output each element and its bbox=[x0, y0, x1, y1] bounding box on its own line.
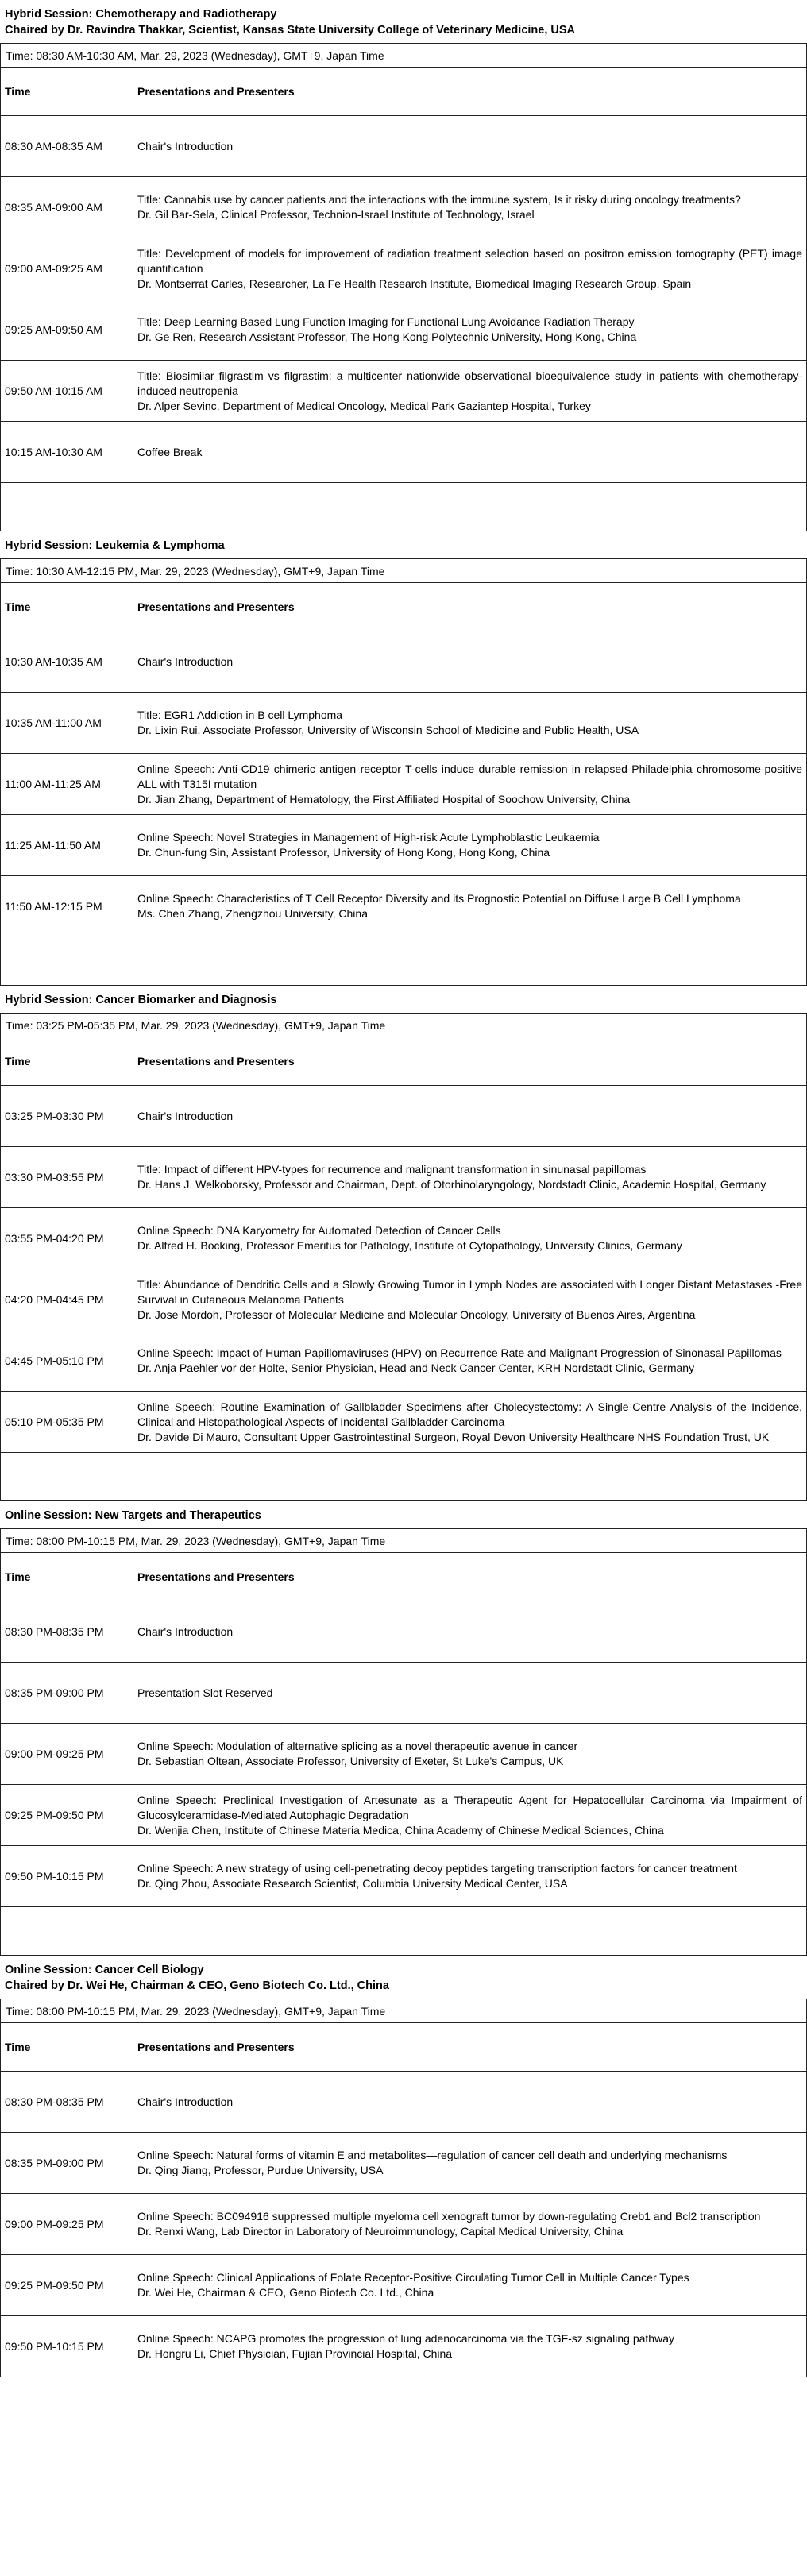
table-header-row bbox=[1, 1553, 807, 1601]
talk-title: Online Speech: Anti-CD19 chimeric antigen receptor T-cells induce durable remission in relapsed Philadelphia chromosome-positive ALL with T315I mutation bbox=[137, 762, 802, 790]
slot-description bbox=[133, 2255, 807, 2316]
header-presentations: Presentations and Presenters bbox=[133, 1037, 807, 1086]
slot-description bbox=[133, 876, 807, 937]
session-chair: Chaired by Dr. Wei He, Chairman & CEO, Geno Biotech Co. Ltd., China bbox=[5, 1979, 389, 1992]
header-time: Time bbox=[1, 2023, 133, 2072]
talk-title: Online Speech: Novel Strategies in Management of High-risk Acute Lymphoblastic Leukaemia bbox=[137, 831, 600, 844]
talk-title: Chair's Introduction bbox=[137, 139, 234, 153]
slot-time: 10:30 AM-10:35 AM bbox=[1, 631, 133, 693]
talk-title: Online Speech: DNA Karyometry for Automated Detection of Cancer Cells bbox=[137, 1224, 501, 1237]
slot-description bbox=[133, 422, 807, 483]
header-presentations: Presentations and Presenters bbox=[133, 583, 807, 631]
talk-title: Online Speech: Modulation of alternative splicing as a novel therapeutic avenue in cancer bbox=[137, 1740, 578, 1752]
slot-description bbox=[133, 631, 807, 693]
table-row bbox=[1, 1086, 807, 1147]
table-row bbox=[1, 876, 807, 937]
slot-description bbox=[133, 238, 807, 299]
presenter: Dr. Montserrat Carles, Researcher, La Fe Health Research Institute, Biomedical Imaging Research Group, Spain bbox=[137, 276, 692, 290]
slot-time: 04:20 PM-04:45 PM bbox=[1, 1269, 133, 1330]
presenter: Dr. Sebastian Oltean, Associate Professor, University of Exeter, St Luke's Campus, UK bbox=[137, 1755, 564, 1767]
header-time: Time bbox=[1, 1553, 133, 1601]
slot-time: 08:35 PM-09:00 PM bbox=[1, 2133, 133, 2194]
table-row bbox=[1, 693, 807, 754]
slot-time: 09:25 PM-09:50 PM bbox=[1, 2255, 133, 2316]
slot-time: 09:50 PM-10:15 PM bbox=[1, 1846, 133, 1907]
slot-time: 09:50 AM-10:15 AM bbox=[1, 361, 133, 422]
slot-time: 11:25 AM-11:50 AM bbox=[1, 815, 133, 876]
slot-time: 09:00 PM-09:25 PM bbox=[1, 2194, 133, 2255]
table-row bbox=[1, 1208, 807, 1269]
session-name: Hybrid Session: Cancer Biomarker and Diagnosis bbox=[5, 994, 277, 1006]
slot-description bbox=[133, 1330, 807, 1392]
slot-description bbox=[133, 1601, 807, 1663]
presenter: Dr. Alfred H. Bocking, Professor Emeritus for Pathology, Institute of Cytopathology, University Clinics, Germany bbox=[137, 1239, 682, 1252]
session-title bbox=[0, 1501, 807, 1528]
slot-time: 09:25 PM-09:50 PM bbox=[1, 1785, 133, 1846]
talk-title: Coffee Break bbox=[137, 445, 203, 458]
presenter: Dr. Wenjia Chen, Institute of Chinese Materia Medica, China Academy of Chinese Medical Sciences, China bbox=[137, 1823, 664, 1836]
slot-time: 09:25 AM-09:50 AM bbox=[1, 299, 133, 361]
session-block bbox=[0, 531, 807, 986]
talk-title: Online Speech: Impact of Human Papillomaviruses (HPV) on Recurrence Rate and Malignant Progression of Sinonasal Papillomas bbox=[137, 1346, 782, 1359]
slot-description bbox=[133, 2133, 807, 2194]
table-header-row bbox=[1, 583, 807, 631]
talk-title: Chair's Introduction bbox=[137, 2095, 234, 2108]
session-name: Hybrid Session: Leukemia & Lymphoma bbox=[5, 539, 225, 552]
table-row bbox=[1, 1330, 807, 1392]
presenter: Dr. Hongru Li, Chief Physician, Fujian Provincial Hospital, China bbox=[137, 2347, 453, 2360]
talk-title: Online Speech: BC094916 suppressed multiple myeloma cell xenograft tumor by down-regulating Creb1 and Bcl2 transcription bbox=[137, 2210, 761, 2223]
presenter: Dr. Davide Di Mauro, Consultant Upper Gastrointestinal Surgeon, Royal Devon University Healthcare NHS Foundation Trust, UK bbox=[137, 1430, 770, 1443]
talk-title: Presentation Slot Reserved bbox=[137, 1686, 273, 1699]
session-block bbox=[0, 1956, 807, 2377]
talk-title: Online Speech: Routine Examination of Gallbladder Specimens after Cholecystectomy: A Single-Centre Analysis of the Incidence, Clinical and Histopathological Aspects of Incidental Gallbladder Carcinoma bbox=[137, 1400, 802, 1428]
schedule-table bbox=[0, 67, 807, 483]
slot-time: 11:00 AM-11:25 AM bbox=[1, 754, 133, 815]
session-time: Time: 08:00 PM-10:15 PM, Mar. 29, 2023 (Wednesday), GMT+9, Japan Time bbox=[0, 1999, 807, 2022]
table-row bbox=[1, 1269, 807, 1330]
talk-title: Title: Cannabis use by cancer patients and the interactions with the immune system, Is it risky during oncology treatments? bbox=[137, 193, 741, 206]
slot-time: 03:55 PM-04:20 PM bbox=[1, 1208, 133, 1269]
table-row bbox=[1, 2316, 807, 2377]
session-title bbox=[0, 0, 807, 43]
presenter: Ms. Chen Zhang, Zhengzhou University, China bbox=[137, 907, 368, 920]
table-row bbox=[1, 116, 807, 177]
schedule-table bbox=[0, 1552, 807, 1907]
header-time: Time bbox=[1, 583, 133, 631]
schedule-table bbox=[0, 582, 807, 937]
slot-time: 03:30 PM-03:55 PM bbox=[1, 1147, 133, 1208]
table-row bbox=[1, 422, 807, 483]
slot-description bbox=[133, 1785, 807, 1846]
table-row bbox=[1, 2133, 807, 2194]
talk-title: Title: Biosimilar filgrastim vs filgrastim: a multicenter nationwide observational bioequivalence study in patients with chemotherapy-induced neutropenia bbox=[137, 369, 802, 397]
slot-time: 08:30 PM-08:35 PM bbox=[1, 2072, 133, 2133]
talk-title: Online Speech: Preclinical Investigation of Artesunate as a Therapeutic Agent for Hepatocellular Carcinoma via Impairment of Glucosylceramidase-Mediated Autophagic Degradation bbox=[137, 1793, 802, 1821]
presenter: Dr. Ge Ren, Research Assistant Professor, The Hong Kong Polytechnic University, Hong Kong, China bbox=[137, 330, 637, 343]
table-header-row bbox=[1, 68, 807, 116]
header-presentations: Presentations and Presenters bbox=[133, 68, 807, 116]
slot-time: 10:35 AM-11:00 AM bbox=[1, 693, 133, 754]
table-header-row bbox=[1, 1037, 807, 1086]
slot-description bbox=[133, 361, 807, 422]
session-time: Time: 10:30 AM-12:15 PM, Mar. 29, 2023 (Wednesday), GMT+9, Japan Time bbox=[0, 558, 807, 582]
slot-description bbox=[133, 299, 807, 361]
session-time: Time: 08:00 PM-10:15 PM, Mar. 29, 2023 (Wednesday), GMT+9, Japan Time bbox=[0, 1528, 807, 1552]
talk-title: Online Speech: NCAPG promotes the progression of lung adenocarcinoma via the TGF-sz signaling pathway bbox=[137, 2332, 674, 2345]
slot-description bbox=[133, 1846, 807, 1907]
slot-description bbox=[133, 1147, 807, 1208]
talk-title: Online Speech: Characteristics of T Cell Receptor Diversity and its Prognostic Potential on Diffuse Large B Cell Lymphoma bbox=[137, 892, 741, 905]
header-time: Time bbox=[1, 1037, 133, 1086]
slot-description bbox=[133, 815, 807, 876]
session-time: Time: 08:30 AM-10:30 AM, Mar. 29, 2023 (Wednesday), GMT+9, Japan Time bbox=[0, 43, 807, 67]
talk-title: Title: Deep Learning Based Lung Function Imaging for Functional Lung Avoidance Radiation Therapy bbox=[137, 315, 635, 328]
table-row bbox=[1, 2072, 807, 2133]
session-time: Time: 03:25 PM-05:35 PM, Mar. 29, 2023 (Wednesday), GMT+9, Japan Time bbox=[0, 1013, 807, 1037]
table-row bbox=[1, 1663, 807, 1724]
presenter: Dr. Gil Bar-Sela, Clinical Professor, Technion-Israel Institute of Technology, Israel bbox=[137, 208, 535, 221]
talk-title: Title: Abundance of Dendritic Cells and a Slowly Growing Tumor in Lymph Nodes are associated with Longer Distant Metastases -Free Survival in Cutaneous Melanoma Patients bbox=[137, 1277, 802, 1306]
header-presentations: Presentations and Presenters bbox=[133, 2023, 807, 2072]
presenter: Dr. Qing Jiang, Professor, Purdue University, USA bbox=[137, 2164, 384, 2176]
session-spacer bbox=[0, 1907, 807, 1956]
presenter: Dr. Anja Paehler vor der Holte, Senior Physician, Head and Neck Cancer Center, KRH Nordstadt Clinic, Germany bbox=[137, 1361, 695, 1374]
table-row bbox=[1, 177, 807, 238]
slot-time: 11:50 AM-12:15 PM bbox=[1, 876, 133, 937]
slot-time: 08:30 PM-08:35 PM bbox=[1, 1601, 133, 1663]
slot-time: 08:30 AM-08:35 AM bbox=[1, 116, 133, 177]
session-title bbox=[0, 1956, 807, 1999]
table-row bbox=[1, 1601, 807, 1663]
session-title bbox=[0, 531, 807, 558]
table-row bbox=[1, 631, 807, 693]
table-row bbox=[1, 299, 807, 361]
table-row bbox=[1, 1846, 807, 1907]
slot-time: 09:00 AM-09:25 AM bbox=[1, 238, 133, 299]
slot-description bbox=[133, 1086, 807, 1147]
slot-description bbox=[133, 2194, 807, 2255]
presenter: Dr. Hans J. Welkoborsky, Professor and Chairman, Dept. of Otorhinolaryngology, Nordstadt Clinic, Academic Hospital, Germany bbox=[137, 1178, 766, 1191]
session-block bbox=[0, 1501, 807, 1956]
session-block bbox=[0, 0, 807, 531]
slot-time: 04:45 PM-05:10 PM bbox=[1, 1330, 133, 1392]
talk-title: Chair's Introduction bbox=[137, 1624, 234, 1638]
slot-description bbox=[133, 754, 807, 815]
session-name: Online Session: Cancer Cell Biology bbox=[5, 1964, 204, 1976]
slot-description bbox=[133, 1269, 807, 1330]
session-spacer bbox=[0, 483, 807, 531]
slot-description bbox=[133, 693, 807, 754]
slot-time: 08:35 PM-09:00 PM bbox=[1, 1663, 133, 1724]
presenter: Dr. Alper Sevinc, Department of Medical Oncology, Medical Park Gaziantep Hospital, Turkey bbox=[137, 399, 591, 412]
talk-title: Online Speech: Clinical Applications of Folate Receptor-Positive Circulating Tumor Cell in Multiple Cancer Types bbox=[137, 2271, 689, 2284]
slot-time: 03:25 PM-03:30 PM bbox=[1, 1086, 133, 1147]
session-spacer bbox=[0, 1453, 807, 1501]
presenter: Dr. Chun-fung Sin, Assistant Professor, University of Hong Kong, Hong Kong, China bbox=[137, 846, 550, 859]
presenter: Dr. Jose Mordoh, Professor of Molecular Medicine and Molecular Oncology, University of Buenos Aires, Argentina bbox=[137, 1307, 696, 1321]
talk-title: Title: Development of models for improvement of radiation treatment selection based on positron emission tomography (PET) image quantification bbox=[137, 246, 802, 275]
table-row bbox=[1, 1392, 807, 1453]
table-row bbox=[1, 754, 807, 815]
slot-description bbox=[133, 1208, 807, 1269]
table-row bbox=[1, 2255, 807, 2316]
session-name: Hybrid Session: Chemotherapy and Radiotherapy bbox=[5, 8, 277, 21]
session-spacer bbox=[0, 937, 807, 986]
slot-description bbox=[133, 1392, 807, 1453]
slot-time: 09:50 PM-10:15 PM bbox=[1, 2316, 133, 2377]
talk-title: Chair's Introduction bbox=[137, 655, 234, 668]
slot-time: 05:10 PM-05:35 PM bbox=[1, 1392, 133, 1453]
talk-title: Online Speech: A new strategy of using cell-penetrating decoy peptides targeting transcription factors for cancer treatment bbox=[137, 1862, 737, 1875]
session-block bbox=[0, 986, 807, 1501]
table-row bbox=[1, 238, 807, 299]
schedule-table bbox=[0, 1037, 807, 1453]
slot-description bbox=[133, 177, 807, 238]
slot-description bbox=[133, 2316, 807, 2377]
slot-time: 09:00 PM-09:25 PM bbox=[1, 1724, 133, 1785]
slot-time: 08:35 AM-09:00 AM bbox=[1, 177, 133, 238]
header-presentations: Presentations and Presenters bbox=[133, 1553, 807, 1601]
slot-time: 10:15 AM-10:30 AM bbox=[1, 422, 133, 483]
talk-title: Chair's Introduction bbox=[137, 1109, 234, 1122]
header-time: Time bbox=[1, 68, 133, 116]
session-chair: Chaired by Dr. Ravindra Thakkar, Scientist, Kansas State University College of Veterinary Medicine, USA bbox=[5, 24, 576, 37]
table-row bbox=[1, 815, 807, 876]
talk-title: Online Speech: Natural forms of vitamin E and metabolites—regulation of cancer cell death and underlying mechanisms bbox=[137, 2149, 728, 2161]
slot-description bbox=[133, 1724, 807, 1785]
table-row bbox=[1, 2194, 807, 2255]
table-row bbox=[1, 1785, 807, 1846]
presenter: Dr. Renxi Wang, Lab Director in Laboratory of Neuroimmunology, Capital Medical University, China bbox=[137, 2225, 624, 2238]
slot-description bbox=[133, 2072, 807, 2133]
presenter: Dr. Jian Zhang, Department of Hematology, the First Affiliated Hospital of Soochow University, China bbox=[137, 792, 631, 805]
session-title bbox=[0, 986, 807, 1013]
table-row bbox=[1, 1147, 807, 1208]
talk-title: Title: Impact of different HPV-types for recurrence and malignant transformation in sinunasal papillomas bbox=[137, 1163, 647, 1176]
table-row bbox=[1, 361, 807, 422]
session-name: Online Session: New Targets and Therapeutics bbox=[5, 1509, 261, 1522]
schedule-table bbox=[0, 2022, 807, 2377]
slot-description bbox=[133, 116, 807, 177]
table-header-row bbox=[1, 2023, 807, 2072]
table-row bbox=[1, 1724, 807, 1785]
presenter: Dr. Qing Zhou, Associate Research Scientist, Columbia University Medical Center, USA bbox=[137, 1877, 568, 1890]
presenter: Dr. Wei He, Chairman & CEO, Geno Biotech Co. Ltd., China bbox=[137, 2286, 434, 2299]
presenter: Dr. Lixin Rui, Associate Professor, University of Wisconsin School of Medicine and Public Health, USA bbox=[137, 724, 639, 736]
talk-title: Title: EGR1 Addiction in B cell Lymphoma bbox=[137, 709, 343, 721]
slot-description bbox=[133, 1663, 807, 1724]
